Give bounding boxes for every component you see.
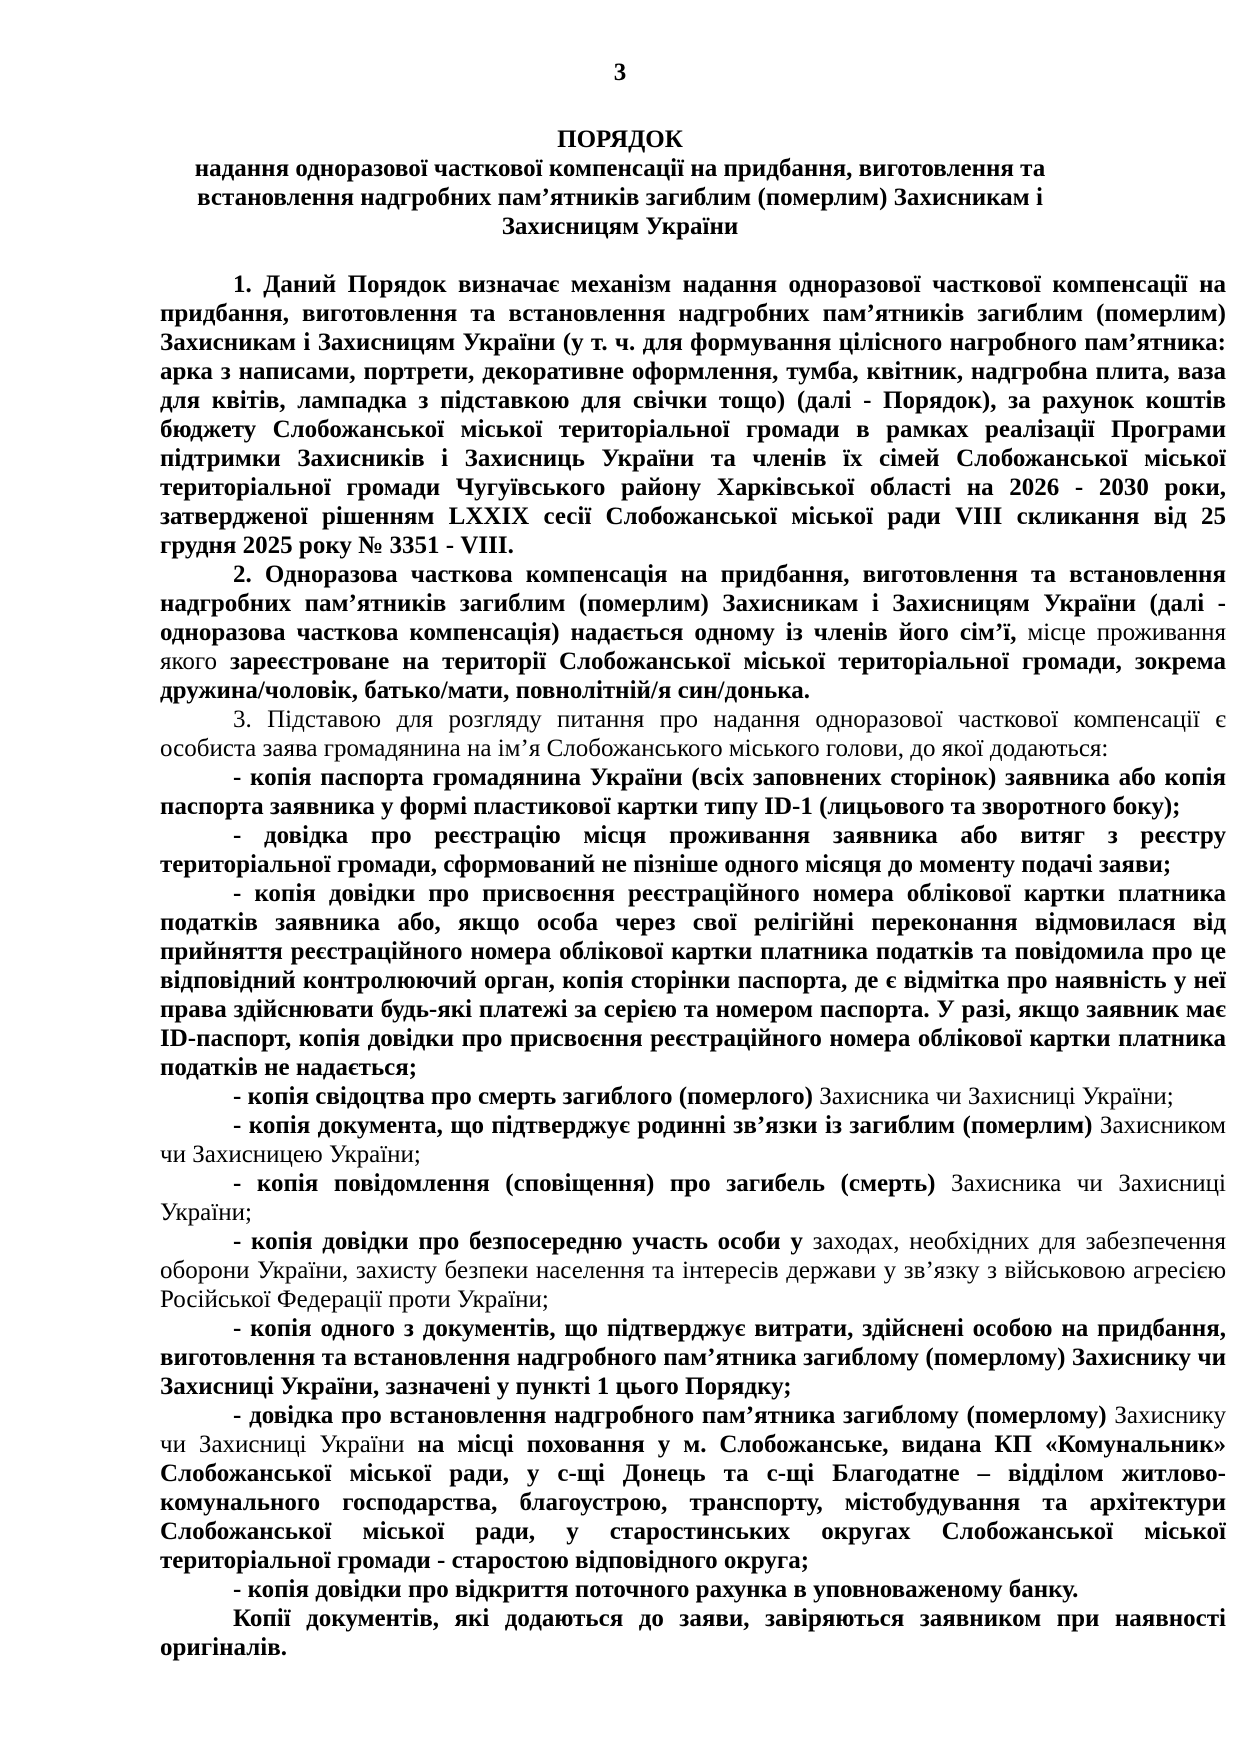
- text-segment: - копія документа, що підтверджує родинні зв’язки із загиблим (померлим): [233, 1112, 1093, 1139]
- paragraph-12: [160, 1401, 1226, 1575]
- paragraph-5: [160, 821, 1226, 879]
- paragraph-7: [160, 1082, 1226, 1111]
- paragraph-3: [160, 705, 1226, 763]
- text-segment: - копія свідоцтва про смерть загиблого (померлого): [233, 1083, 813, 1110]
- text-segment: Захисника чи Захисниці України;: [160, 1170, 1226, 1226]
- text-segment: Копії документів, які додаються до заяви, завіряються заявником при наявності оригіналів.: [160, 1605, 1226, 1661]
- paragraph-9: [160, 1169, 1226, 1227]
- text-segment: - копія одного з документів, що підтверджує витрати, здійснені особою на придбання, виготовлення та встановлення надгробного пам’ятника загиблому (померлому) Захиснику чи Захисниці України, зазначені у пункті 1 цього Порядку;: [160, 1315, 1226, 1400]
- text-segment: зареєстроване на території Слобожанської міської територіальної громади, зокрема дружина/чоловік, батько/мати, повнолітній/я син/донька.: [160, 648, 1226, 704]
- document-title: ПОРЯДОК: [557, 126, 683, 153]
- text-segment: - копія довідки про відкриття поточного рахунка в уповноваженому банку.: [233, 1576, 1079, 1603]
- paragraph-2: [160, 560, 1226, 705]
- text-segment: 1. Даний Порядок визначає механізм надання одноразової часткової компенсації на придбання, виготовлення та встановлення надгробних пам’ятників загиблим (померлим) Захисникам і Захисницям України (у т. ч. для формування цілісного нагробного пам’ятника: арка з написами, портрети, декоративне оформлення, тумба, квітник, надгробна плита, ваза для квітів, лампадка з підставкою для свічки тощо) (далі - Порядок), за рахунок коштів бюджету Слобожанської міської територіальної громади в рамках реалізації Програми підтримки Захисників і Захисниць України та членів їх сімей Слобожанської міської територіальної громади Чугуївського району Харківської області на 2026 - 2030 роки, затвердженої рішенням LXXIX сесії Слобожанської міської ради VIII скликання від 25 грудня 2025 року № 3351 - VIII.: [160, 271, 1226, 559]
- document-header: [0, 125, 1240, 241]
- paragraph-1: [160, 270, 1226, 560]
- document-subtitle: надання одноразової часткової компенсації на придбання, виготовлення та встановлення надгробних пам’ятників загиблим (померлим) Захисникам і Захисницям України: [194, 155, 1046, 240]
- text-segment: - копія паспорта громадянина України (всіх заповнених сторінок) заявника або копія паспорта заявника у формі пластикової картки типу ID-1 (лицьового та зворотного боку);: [160, 764, 1226, 820]
- text-segment: 2. Одноразова часткова компенсація на придбання, виготовлення та встановлення надгробних пам’ятників загиблим (померлим) Захисникам і Захисницям України (далі - одноразова часткова компенсація) надається одному із членів його сім’ї,: [160, 561, 1226, 646]
- text-segment: заходах, необхідних для забезпечення оборони України, захисту безпеки населення та інтересів держави у зв’язку з військовою агресією Російської Федерації проти України;: [160, 1228, 1226, 1313]
- paragraph-14: [160, 1604, 1226, 1662]
- paragraph-6: [160, 879, 1226, 1082]
- text-segment: - довідка про реєстрацію місця проживання заявника або витяг з реєстру територіальної громади, сформований не пізніше одного місяця до моменту подачі заяви;: [160, 822, 1226, 878]
- paragraph-4: [160, 763, 1226, 821]
- paragraph-10: [160, 1227, 1226, 1314]
- text-segment: - копія повідомлення (сповіщення) про загибель (смерть): [233, 1170, 936, 1197]
- paragraph-8: [160, 1111, 1226, 1169]
- text-segment: - копія довідки про безпосередню участь особи у: [233, 1228, 803, 1255]
- text-segment: Захиснику чи Захисниці України: [160, 1402, 1226, 1458]
- text-segment: 3. Підставою для розгляду питання про надання одноразової часткової компенсації є особиста заява громадянина на ім’я Слобожанського міського голови, до якої додаються:: [160, 706, 1226, 762]
- paragraph-11: [160, 1314, 1226, 1401]
- page-number: 3: [613, 59, 627, 86]
- paragraph-13: [160, 1575, 1226, 1604]
- text-segment: на місці поховання у м. Слобожанське, видана КП «Комунальник» Слобожанської міської ради, у с-щі Донець та с-щі Благодатне – відділом житлово-комунального господарства, благоустрою, транспорту, містобудування та архітектури Слобожанської міської ради, у старостинських округах Слобожанської міської територіальної громади - старостою відповідного округа;: [160, 1431, 1226, 1574]
- text-segment: - довідка про встановлення надгробного пам’ятника загиблому (померлому): [233, 1402, 1107, 1429]
- document-body: [0, 270, 1240, 1662]
- text-segment: Захисником чи Захисницею України;: [160, 1112, 1226, 1168]
- text-segment: - копія довідки про присвоєння реєстраційного номера облікової картки платника податків заявника або, якщо особа через свої релігійні переконання відмовилася від прийняття реєстраційного номера облікової картки платника податків та повідомила про це відповідний контролюючий орган, копія сторінки паспорта, де є відмітка про наявність у неї права здійснювати будь-які платежі за серією та номером паспорта. У разі, якщо заявник має ID-паспорт, копія довідки про присвоєння реєстраційного номера облікової картки платника податків не надається;: [160, 880, 1226, 1081]
- text-segment: Захисника чи Захисниці України;: [812, 1083, 1174, 1110]
- text-segment: місце проживання якого: [160, 619, 1226, 675]
